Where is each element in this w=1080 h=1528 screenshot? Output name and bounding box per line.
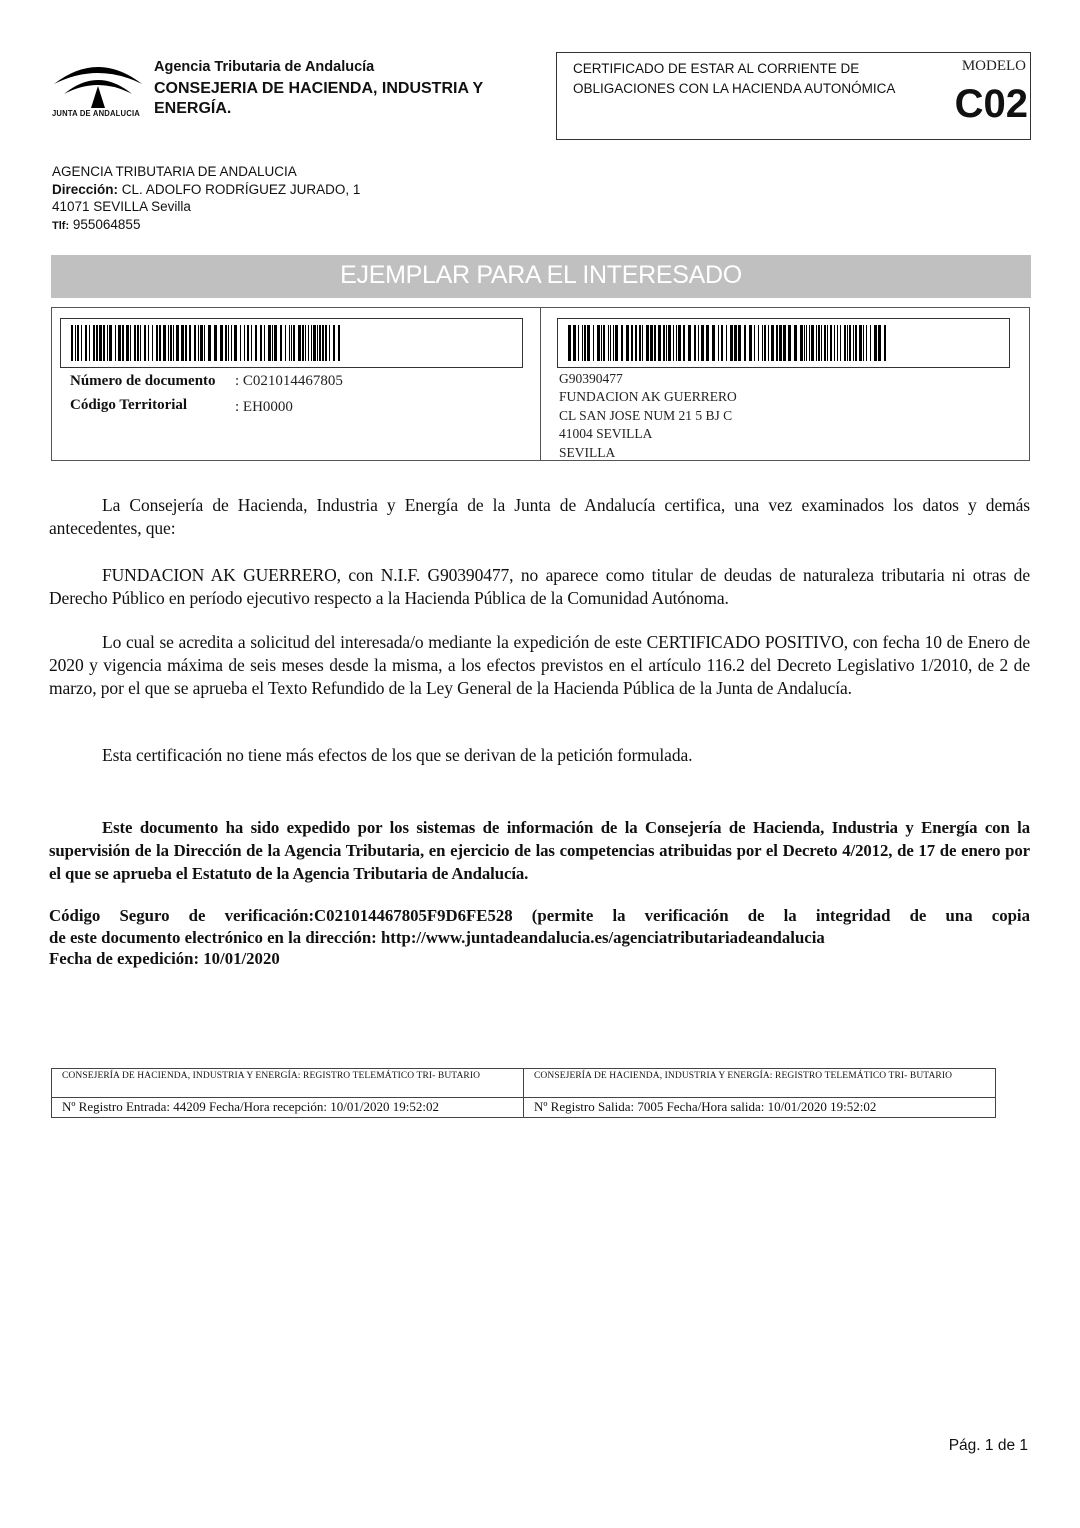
- page-number: Pág. 1 de 1: [948, 1437, 1028, 1454]
- address-city: 41071 SEVILLA Sevilla: [52, 199, 191, 214]
- direccion-value: CL. ADOLFO RODRÍGUEZ JURADO, 1: [121, 181, 361, 197]
- column-divider: [540, 308, 541, 461]
- recipient-block: [559, 370, 737, 462]
- agency-name: Agencia Tributaria de Andalucía: [154, 59, 375, 75]
- codigo-territorial-value: : EH0000: [235, 399, 293, 415]
- numero-documento-row: [70, 369, 343, 393]
- issue-date-line: Fecha de expedición: 10/01/2020: [49, 949, 280, 968]
- tlf-label: Tlf:: [52, 219, 70, 232]
- certification-statement: FUNDACION AK GUERRERO, con N.I.F. G90390477, no aparece como titular de deudas de naturaleza tributaria ni otras de Derecho Público en período ejecutivo respecto a la Hacienda Pública de la Comunidad Autónoma.: [49, 565, 1030, 608]
- document-barcode: [60, 318, 523, 368]
- numero-documento-value: : C021014467805: [235, 373, 343, 389]
- modelo-code: C02: [954, 82, 1028, 126]
- registry-table: [51, 1068, 996, 1118]
- recipient-barcode: [557, 318, 1010, 368]
- issuance-note: Este documento ha sido expedido por los sistemas de información de la Consejería de Hacienda, Industria y Energía con la supervisión de la Dirección de la Agencia Tributaria, en ejercicio de las competencias atribuidas por el Decreto 4/2012, de 17 de enero por el que se aprueba el Estatuto de la Agencia Tributaria de Andalucía.: [49, 818, 1030, 883]
- copy-type-banner: EJEMPLAR PARA EL INTERESADO: [51, 255, 1031, 298]
- address-direccion-row: [52, 181, 360, 199]
- document-info-table: [51, 307, 1030, 461]
- codigo-territorial-label: Código Territorial: [70, 397, 188, 413]
- registry-exit-header: CONSEJERÍA DE HACIENDA, INDUSTRIA Y ENERGÍA: REGISTRO TELEMÁTICO TRI- BUTARIO: [524, 1069, 996, 1098]
- registry-header-row: [52, 1069, 996, 1098]
- registry-data-row: [52, 1098, 996, 1118]
- registry-entry-data: Nº Registro Entrada: 44209 Fecha/Hora recepción: 10/01/2020 19:52:02: [52, 1098, 524, 1118]
- logo-caption: JUNTA DE ANDALUCIA: [52, 108, 140, 118]
- certification-validity: Lo cual se acredita a solicitud del interesada/o mediante la expedición de este CERTIFICADO POSITIVO, con fecha 10 de Enero de 2020 y vigencia máxima de seis meses desde la misma, a los efectos previstos en el artículo 116.2 del Decreto Legislativo 1/2010, de 2 de marzo, por el que se aprueba el Texto Refundido de la Ley General de la Hacienda Pública de la Junta de Andalucía.: [49, 632, 1030, 698]
- recipient-nif: G90390477: [559, 371, 623, 386]
- direccion-label: Dirección:: [52, 181, 119, 197]
- recipient-province: SEVILLA: [559, 444, 616, 460]
- document-fields: [70, 369, 343, 419]
- certificate-model-box: [556, 52, 1031, 140]
- verification-block: [49, 905, 1030, 970]
- address-phone-row: [52, 216, 360, 236]
- barcode-icon: [568, 325, 887, 361]
- organization-block: [154, 58, 524, 119]
- recipient-name: FUNDACION AK GUERRERO: [559, 389, 737, 405]
- certification-intro: La Consejería de Hacienda, Industria y Energía de la Junta de Andalucía certifica, una vez examinados los datos y demás antecedentes, que:: [49, 495, 1030, 538]
- verification-code-line: Código Seguro de verificación:C021014467805F9D6FE528 (permite la verificación de la integridad de una copia: [49, 906, 1030, 925]
- certification-scope: Esta certificación no tiene más efectos de los que se derivan de la petición formulada.: [102, 745, 693, 765]
- address-org-name: AGENCIA TRIBUTARIA DE ANDALUCIA: [52, 164, 297, 179]
- certificate-title: CERTIFICADO DE ESTAR AL CORRIENTE DE OBLIGACIONES CON LA HACIENDA AUTONÓMICA: [573, 61, 896, 96]
- ministry-name: CONSEJERIA DE HACIENDA, INDUSTRIA Y ENERGÍA.: [154, 80, 483, 117]
- agency-address: [52, 163, 360, 235]
- modelo-label: MODELO: [961, 58, 1026, 74]
- tlf-value: 955064855: [72, 216, 141, 232]
- numero-documento-label: Número de documento: [70, 373, 216, 389]
- registry-entry-header: CONSEJERÍA DE HACIENDA, INDUSTRIA Y ENERGÍA: REGISTRO TELEMÁTICO TRI- BUTARIO: [52, 1069, 524, 1098]
- registry-exit-data: Nº Registro Salida: 7005 Fecha/Hora salida: 10/01/2020 19:52:02: [524, 1098, 996, 1118]
- verification-url-line: de este documento electrónico en la dirección: http://www.juntadeandalucia.es/agenciatributariadeandalucia: [49, 927, 825, 947]
- barcode-icon: [71, 325, 343, 361]
- recipient-street: CL SAN JOSE NUM 21 5 BJ C: [559, 407, 733, 423]
- codigo-territorial-row: [70, 393, 343, 419]
- recipient-postal-city: 41004 SEVILLA: [559, 426, 653, 442]
